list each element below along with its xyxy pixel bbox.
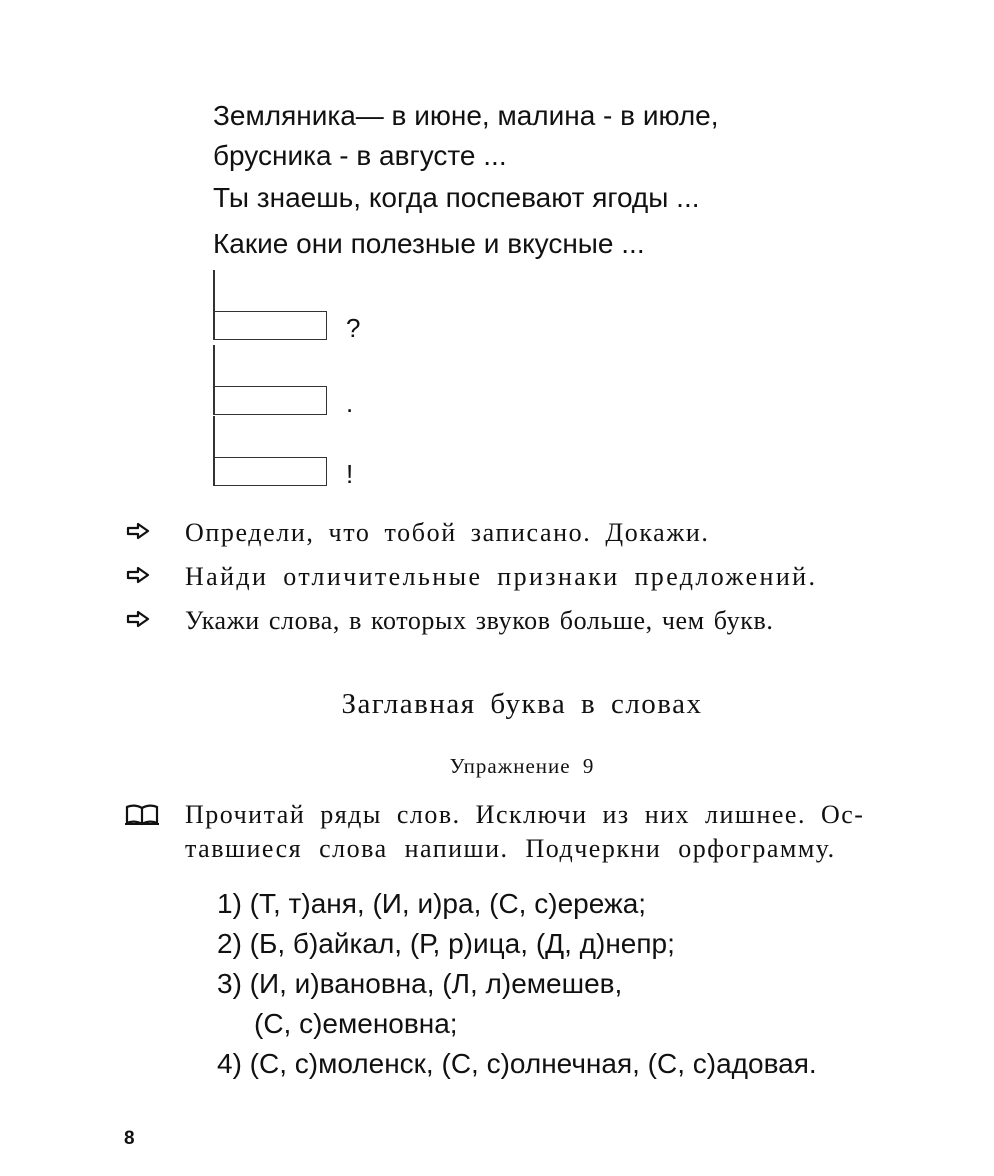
page-number: 8 — [124, 1128, 135, 1149]
word-row: 2) (Б, б)айкал, (Р, р)ица, (Д, д)непр; — [217, 928, 675, 959]
task-item: Укажи слова, в которых звуков больше, чем букв. — [185, 606, 774, 635]
section-title: Заглавная буква в словах — [341, 688, 703, 720]
poem-line: Ты знаешь, когда поспевают ягоды ... — [213, 182, 700, 213]
task-item: Найди отличительные признаки предложений. — [185, 562, 818, 591]
sentence-scheme-question — [213, 270, 363, 343]
book-icon — [124, 803, 160, 827]
instruction-line: тавшиеся слова напиши. Подчеркни орфограмму. — [185, 834, 836, 863]
word-row: 3) (И, и)вановна, (Л, л)емешев, — [217, 968, 623, 999]
sentence-scheme-statement — [213, 345, 363, 418]
scheme-mark: ? — [346, 313, 361, 343]
arrow-right-icon — [126, 522, 150, 540]
word-row: 4) (С, с)моленск, (С, с)олнечная, (С, с)адовая. — [217, 1048, 817, 1079]
task-item: Определи, что тобой записано. Докажи. — [185, 518, 710, 547]
poem-line: Земляника— в июне, малина - в июле, — [213, 100, 719, 131]
scheme-mark: ! — [346, 459, 354, 489]
poem-line: Какие они полезные и вкусные ... — [213, 228, 645, 259]
scheme-mark: . — [346, 388, 354, 418]
sentence-scheme-exclamation — [213, 416, 363, 489]
instruction-line: Прочитай ряды слов. Исключи из них лишнее. Ос- — [185, 800, 865, 829]
poem-line: брусника - в августе ... — [213, 140, 507, 171]
exercise-title: Упражнение 9 — [449, 754, 595, 778]
word-row: 1) (Т, т)аня, (И, и)ра, (С, с)ережа; — [217, 888, 647, 919]
arrow-right-icon — [126, 566, 150, 584]
word-row: (С, с)еменовна; — [254, 1008, 458, 1039]
arrow-right-icon — [126, 610, 150, 628]
